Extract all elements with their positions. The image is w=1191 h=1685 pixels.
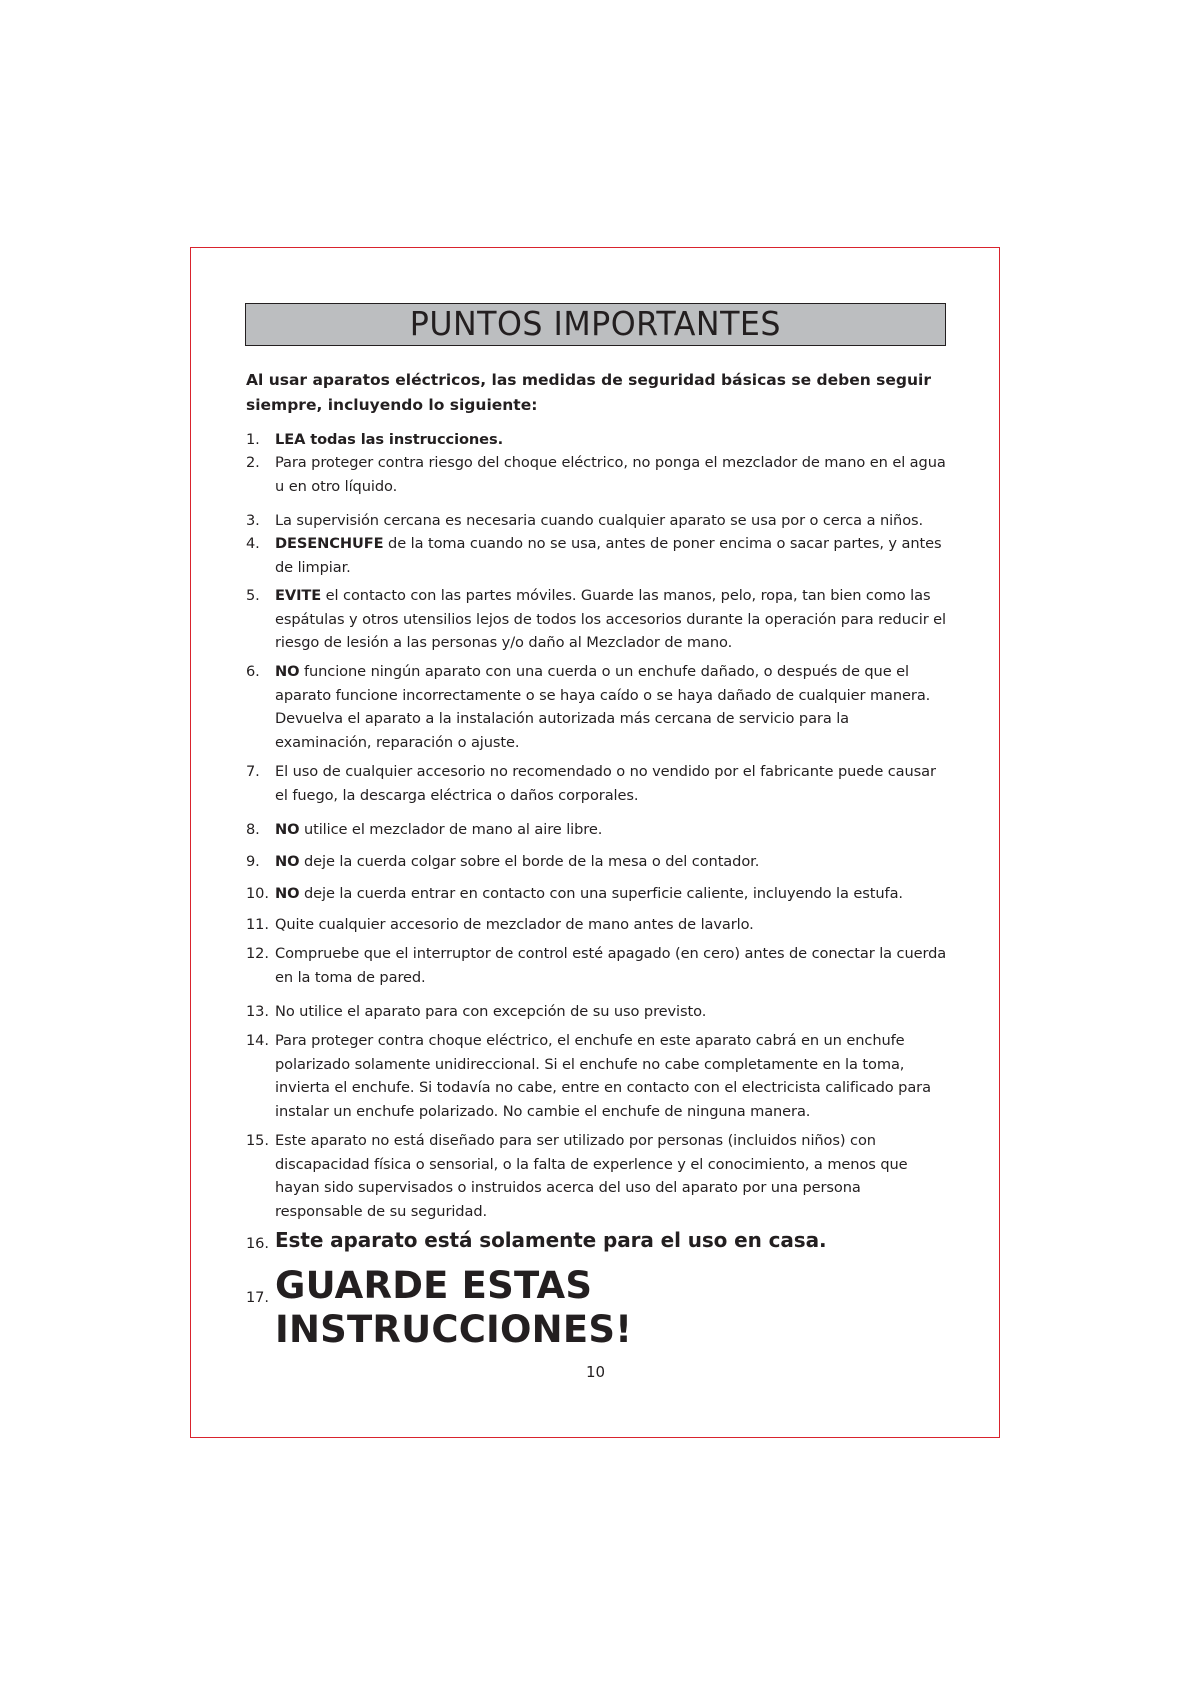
item-bold-text: NO bbox=[275, 853, 300, 870]
item-number: 3. bbox=[246, 512, 260, 529]
list-item-11 bbox=[246, 913, 948, 937]
item-bold-text: LEA todas las instrucciones. bbox=[275, 431, 504, 448]
item-bold-text: DESENCHUFE bbox=[275, 535, 384, 552]
item-number: 6. bbox=[246, 663, 260, 680]
item-bold-text: GUARDE ESTAS INSTRUCCIONES! bbox=[275, 1264, 633, 1351]
list-item-13 bbox=[246, 1000, 948, 1024]
item-number: 1. bbox=[246, 431, 260, 448]
item-number: 13. bbox=[246, 1003, 269, 1020]
item-text: utilice el mezclador de mano al aire libre. bbox=[299, 821, 603, 838]
item-number: 15. bbox=[246, 1132, 269, 1149]
item-number: 9. bbox=[246, 853, 260, 870]
item-bold-text: EVITE bbox=[275, 587, 322, 604]
item-text: No utilice el aparato para con excepción de su uso previsto. bbox=[275, 1003, 707, 1020]
list-item-9 bbox=[246, 850, 948, 874]
list-item-1 bbox=[246, 428, 948, 452]
item-number: 12. bbox=[246, 945, 269, 962]
item-bold-text: NO bbox=[275, 885, 300, 902]
item-number: 14. bbox=[246, 1032, 269, 1049]
item-bold-text: Este aparato está solamente para el uso en casa. bbox=[275, 1228, 827, 1252]
page-frame bbox=[190, 247, 1000, 1438]
list-item-7 bbox=[246, 760, 948, 807]
item-number: 5. bbox=[246, 587, 260, 604]
item-number: 7. bbox=[246, 763, 260, 780]
item-text: La supervisión cercana es necesaria cuando cualquier aparato se usa por o cerca a niños. bbox=[275, 512, 924, 529]
intro-text: Al usar aparatos eléctricos, las medidas de seguridad básicas se deben seguir siempre, incluyendo lo siguiente: bbox=[246, 371, 931, 414]
list-item-15 bbox=[246, 1129, 948, 1223]
item-number: 11. bbox=[246, 916, 269, 933]
item-bold-text: NO bbox=[275, 663, 300, 680]
item-number: 17. bbox=[246, 1289, 269, 1306]
item-text: funcione ningún aparato con una cuerda o un enchufe dañado, o después de que el aparato funcione incorrectamente o se haya caído o se haya dañado de cualquier manera. Devuelva el aparato a la instalación autorizada más cercana de servicio para la examinación, reparación o ajuste. bbox=[275, 663, 931, 751]
list-item-4 bbox=[246, 532, 948, 579]
item-number: 8. bbox=[246, 821, 260, 838]
item-text: El uso de cualquier accesorio no recomendado o no vendido por el fabricante puede causar el fuego, la descarga eléctrica o daños corporales. bbox=[275, 763, 936, 804]
item-text: deje la cuerda colgar sobre el borde de la mesa o del contador. bbox=[299, 853, 760, 870]
item-text: Compruebe que el interruptor de control esté apagado (en cero) antes de conectar la cuerda en la toma de pared. bbox=[275, 945, 947, 986]
item-text: Este aparato no está diseñado para ser utilizado por personas (incluidos niños) con discapacidad física o sensorial, o la falta de experlence y el conocimiento, a menos que hayan sido supervisados o instruidos acerca del uso del aparato por una persona responsable de su seguridad. bbox=[275, 1132, 908, 1220]
list-item-12 bbox=[246, 942, 948, 989]
item-number: 16. bbox=[246, 1235, 269, 1252]
page-title: PUNTOS IMPORTANTES bbox=[409, 304, 782, 343]
item-text: deje la cuerda entrar en contacto con una superficie caliente, incluyendo la estufa. bbox=[299, 885, 903, 902]
item-number: 10. bbox=[246, 885, 269, 902]
list-item-8 bbox=[246, 818, 948, 842]
item-number: 2. bbox=[246, 454, 260, 471]
list-item-14 bbox=[246, 1029, 948, 1123]
item-text: el contacto con las partes móviles. Guarde las manos, pelo, ropa, tan bien como las espátulas y otros utensilios lejos de todos los accesorios durante la operación para reducir el riesgo de lesión a las personas y/o daño al Mezclador de mano. bbox=[275, 587, 946, 651]
title-banner bbox=[245, 303, 946, 346]
item-text: Para proteger contra choque eléctrico, el enchufe en este aparato cabrá en un enchufe polarizado solamente unidireccional. Si el enchufe no cabe completamente en la toma, invierta el enchufe. Si todavía no cabe, entre en contacto con el electricista calificado para instalar un enchufe polarizado. No cambie el enchufe de ninguna manera. bbox=[275, 1032, 931, 1120]
item-text: de la toma cuando no se usa, antes de poner encima o sacar partes, y antes de limpiar. bbox=[275, 535, 942, 576]
item-bold-text: NO bbox=[275, 821, 300, 838]
list-item-5 bbox=[246, 584, 948, 655]
list-item-2 bbox=[246, 451, 948, 498]
item-text: Para proteger contra riesgo del choque eléctrico, no ponga el mezclador de mano en el agua u en otro líquido. bbox=[275, 454, 946, 495]
page-number: 10 bbox=[585, 1363, 606, 1381]
list-item-6 bbox=[246, 660, 948, 754]
list-item-17 bbox=[246, 1264, 948, 1352]
list-item-16 bbox=[246, 1227, 948, 1253]
item-text: Quite cualquier accesorio de mezclador de mano antes de lavarlo. bbox=[275, 916, 754, 933]
list-item-3 bbox=[246, 509, 948, 533]
item-number: 4. bbox=[246, 535, 260, 552]
list-item-10 bbox=[246, 882, 948, 906]
